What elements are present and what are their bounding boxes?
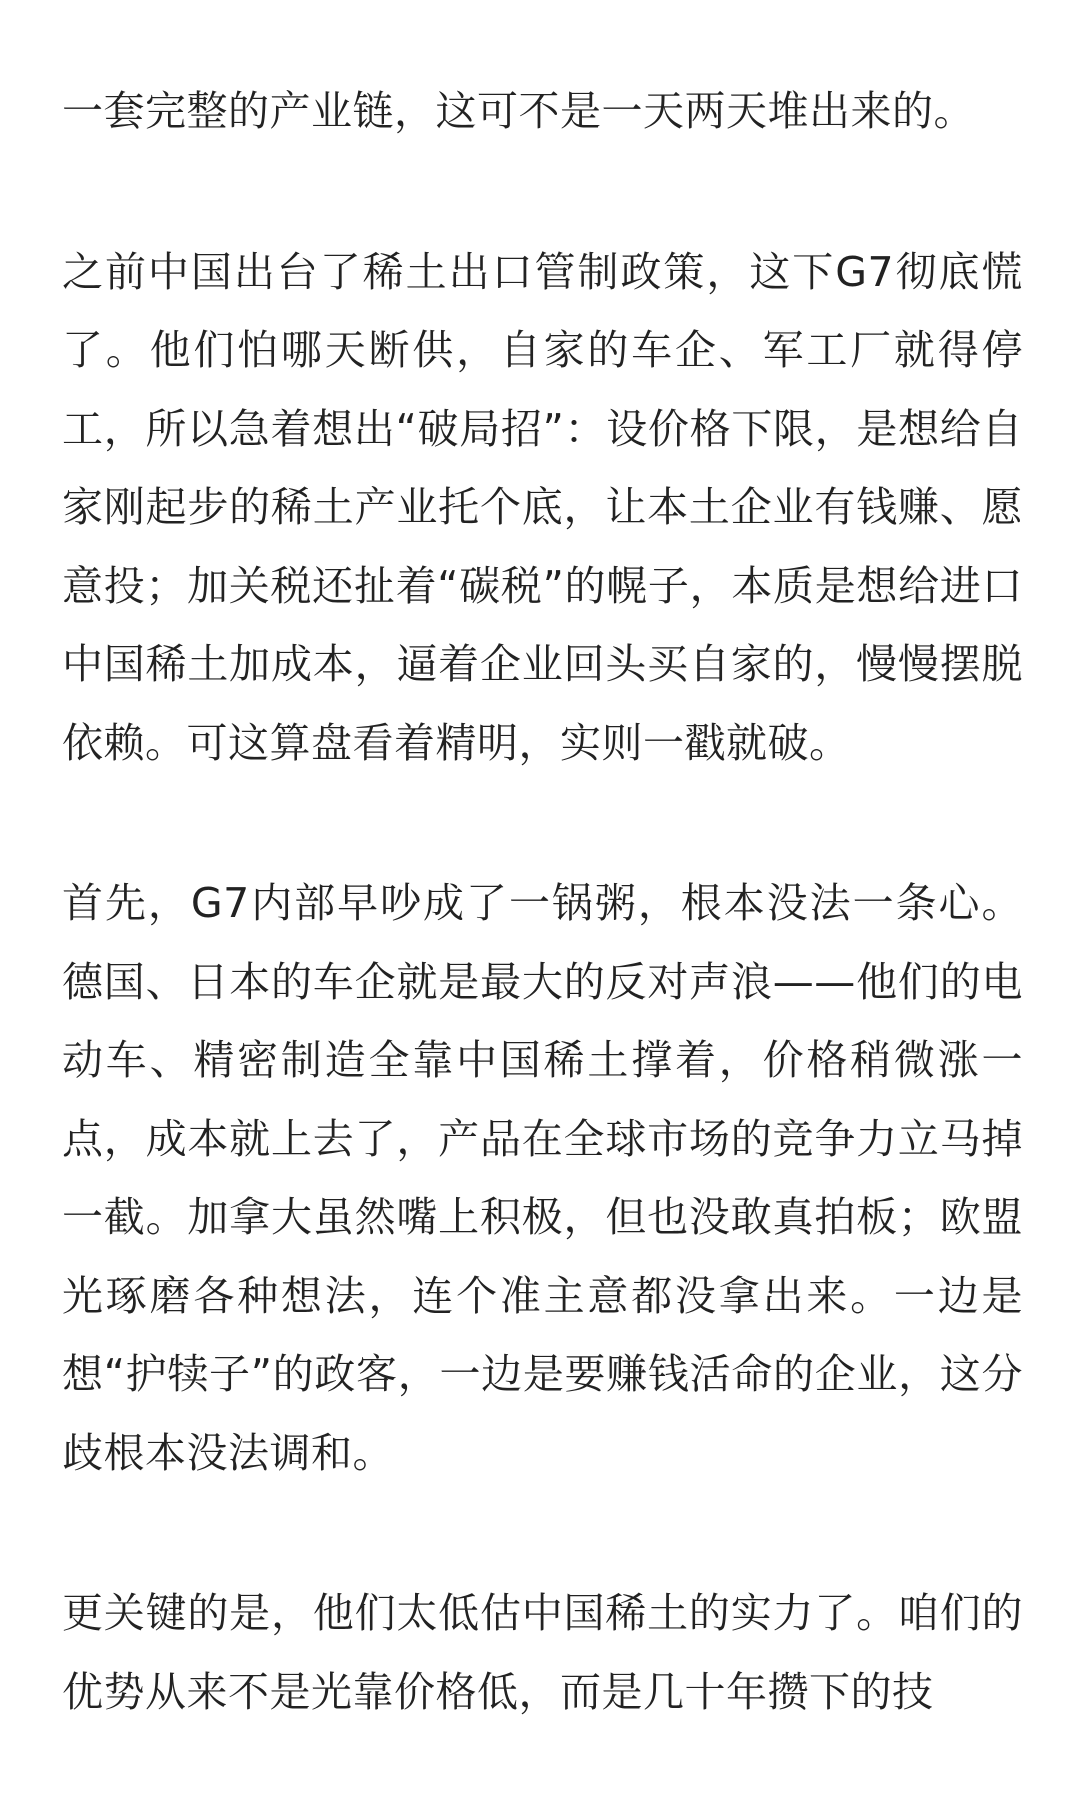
paragraph-china-strength: 更关键的是，他们太低估中国稀土的实力了。咱们的优势从来不是光靠价格低，而是几十年攒下的技 (62, 1589, 1023, 1716)
paragraph-g7-division: 首先，G7内部早吵成了一锅粥，根本没法一条心。德国、日本的车企就是最大的反对声浪——他们的电动车、精密制造全靠中国稀土撑着，价格稍微涨一点，成本就上去了，产品在全球市场的竞争力立马掉一截。加拿大虽然嘴上积极，但也没敢真拍板；欧盟光琢磨各种想法，连个准主意都没拿出来。一边是想“护犊子”的政客，一边是要赚钱活命的企业，这分歧根本没法调和。 (62, 879, 1023, 1477)
paragraph-g7-panic: 之前中国出台了稀土出口管制政策，这下G7彻底慌了。他们怕哪天断供，自家的车企、军工厂就得停工，所以急着想出“破局招”：设价格下限，是想给自家刚起步的稀土产业托个底，让本土企业有钱赚、愿意投；加关税还扯着“碳税”的幌子，本质是想给进口中国稀土加成本，逼着企业回头买自家的，慢慢摆脱依赖。可这算盘看着精明，实则一戳就破。 (62, 247, 1023, 767)
paragraph-intro: 一套完整的产业链，这可不是一天两天堆出来的。 (62, 87, 975, 135)
